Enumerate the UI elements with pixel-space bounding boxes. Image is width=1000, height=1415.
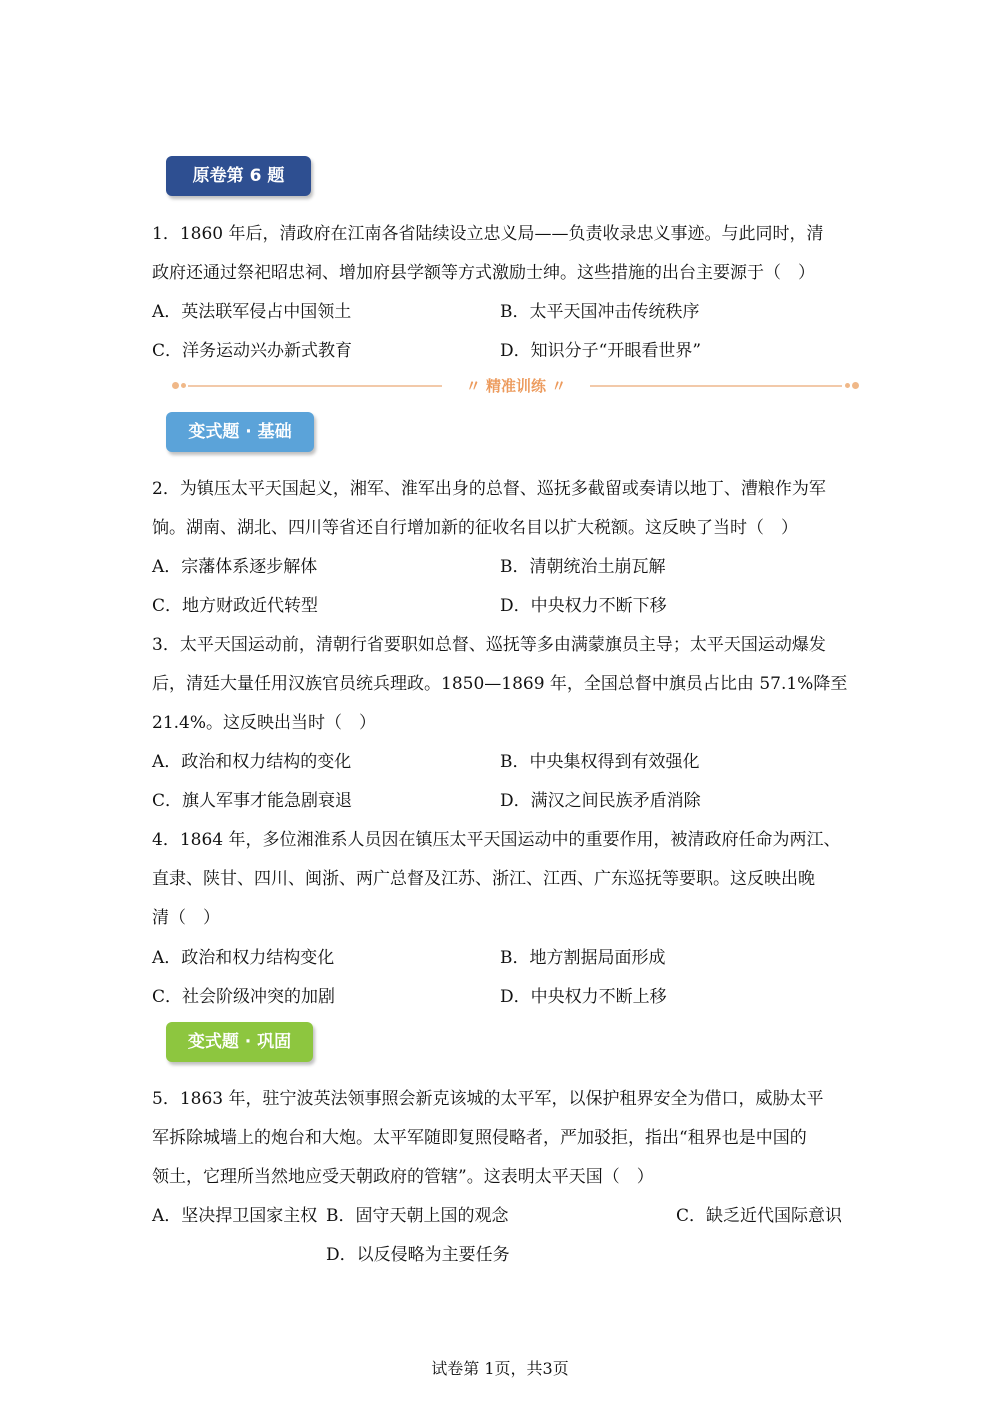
q3-option-b: B．中央集权得到有效强化 bbox=[500, 752, 700, 772]
q1-option-d: D．知识分子“开眼看世界” bbox=[500, 341, 702, 361]
q5-option-c: C．缺乏近代国际意识 bbox=[676, 1206, 843, 1226]
q3-option-a: A．政治和权力结构的变化 bbox=[152, 752, 352, 772]
q5-option-b: B．固守天朝上国的观念 bbox=[326, 1206, 509, 1226]
q5-option-d: D．以反侵略为主要任务 bbox=[326, 1245, 510, 1265]
badge-basic: 变式题 · 基础 bbox=[166, 412, 314, 452]
q3-line-3: 21.4%。这反映出当时（ ） bbox=[152, 713, 377, 733]
q3-line-2: 后，清廷大量任用汉族官员统兵理政。1850—1869 年，全国总督中旗员占比由 57.1%降至 bbox=[152, 674, 848, 694]
page-footer: 试卷第 1页，共3页 bbox=[431, 1359, 569, 1378]
q4-option-c: C．社会阶级冲突的加剧 bbox=[152, 987, 336, 1007]
q2-option-a: A．宗藩体系逐步解体 bbox=[152, 557, 318, 577]
q5-line-3: 领土，它理所当然地应受天朝政府的管辖”。这表明太平天国（ ） bbox=[152, 1167, 654, 1187]
q2-line-1: 2．为镇压太平天国起义，湘军、淮军出身的总督、巡抚多截留或奏请以地丁、漕粮作为军 bbox=[152, 479, 826, 499]
q4-option-b: B．地方割据局面形成 bbox=[500, 948, 666, 968]
q1-option-a: A．英法联军侵占中国领土 bbox=[152, 302, 352, 322]
q5-option-a: A．坚决捍卫国家主权 bbox=[152, 1206, 318, 1226]
q1-line-1: 1．1860 年后，清政府在江南各省陆续设立忠义局——负责收录忠义事迹。与此同时，清 bbox=[152, 224, 824, 244]
q2-option-d: D．中央权力不断下移 bbox=[500, 596, 667, 616]
q4-option-d: D．中央权力不断上移 bbox=[500, 987, 667, 1007]
q2-line-2: 饷。湖南、湖北、四川等省还自行增加新的征收名目以扩大税额。这反映了当时（ ） bbox=[152, 518, 798, 538]
q4-line-3: 清（ ） bbox=[152, 908, 220, 928]
q4-option-a: A．政治和权力结构变化 bbox=[152, 948, 335, 968]
q5-line-1: 5．1863 年，驻宁波英法领事照会新克该城的太平军，以保护租界安全为借口，威胁太平 bbox=[152, 1089, 824, 1109]
q3-option-c: C．旗人军事才能急剧衰退 bbox=[152, 791, 353, 811]
badge-original: 原卷第 6 题 bbox=[166, 156, 311, 196]
q2-option-b: B．清朝统治土崩瓦解 bbox=[500, 557, 666, 577]
slash-left-icon: 〃 bbox=[465, 377, 486, 395]
q1-line-2: 政府还通过祭祀昭忠祠、增加府县学额等方式激励士绅。这些措施的出台主要源于（ ） bbox=[152, 263, 815, 283]
divider-label: 〃 精准训练 〃 bbox=[465, 377, 567, 395]
q3-option-d: D．满汉之间民族矛盾消除 bbox=[500, 791, 701, 811]
q2-option-c: C．地方财政近代转型 bbox=[152, 596, 319, 616]
badge-consolidate: 变式题 · 巩固 bbox=[166, 1022, 313, 1062]
q1-option-c: C．洋务运动兴办新式教育 bbox=[152, 341, 353, 361]
q4-line-2: 直隶、陕甘、四川、闽浙、两广总督及江苏、浙江、江西、广东巡抚等要职。这反映出晚 bbox=[152, 869, 815, 889]
q4-line-1: 4．1864 年，多位湘淮系人员因在镇压太平天国运动中的重要作用，被清政府任命为两江、 bbox=[152, 830, 841, 850]
q3-line-1: 3．太平天国运动前，清朝行省要职如总督、巡抚等多由满蒙旗员主导；太平天国运动爆发 bbox=[152, 635, 826, 655]
q1-option-b: B．太平天国冲击传统秩序 bbox=[500, 302, 700, 322]
q5-line-2: 军拆除城墙上的炮台和大炮。太平军随即复照侵略者，严加驳拒，指出“租界也是中国的 bbox=[152, 1128, 807, 1148]
slash-right-icon: 〃 bbox=[546, 377, 567, 395]
